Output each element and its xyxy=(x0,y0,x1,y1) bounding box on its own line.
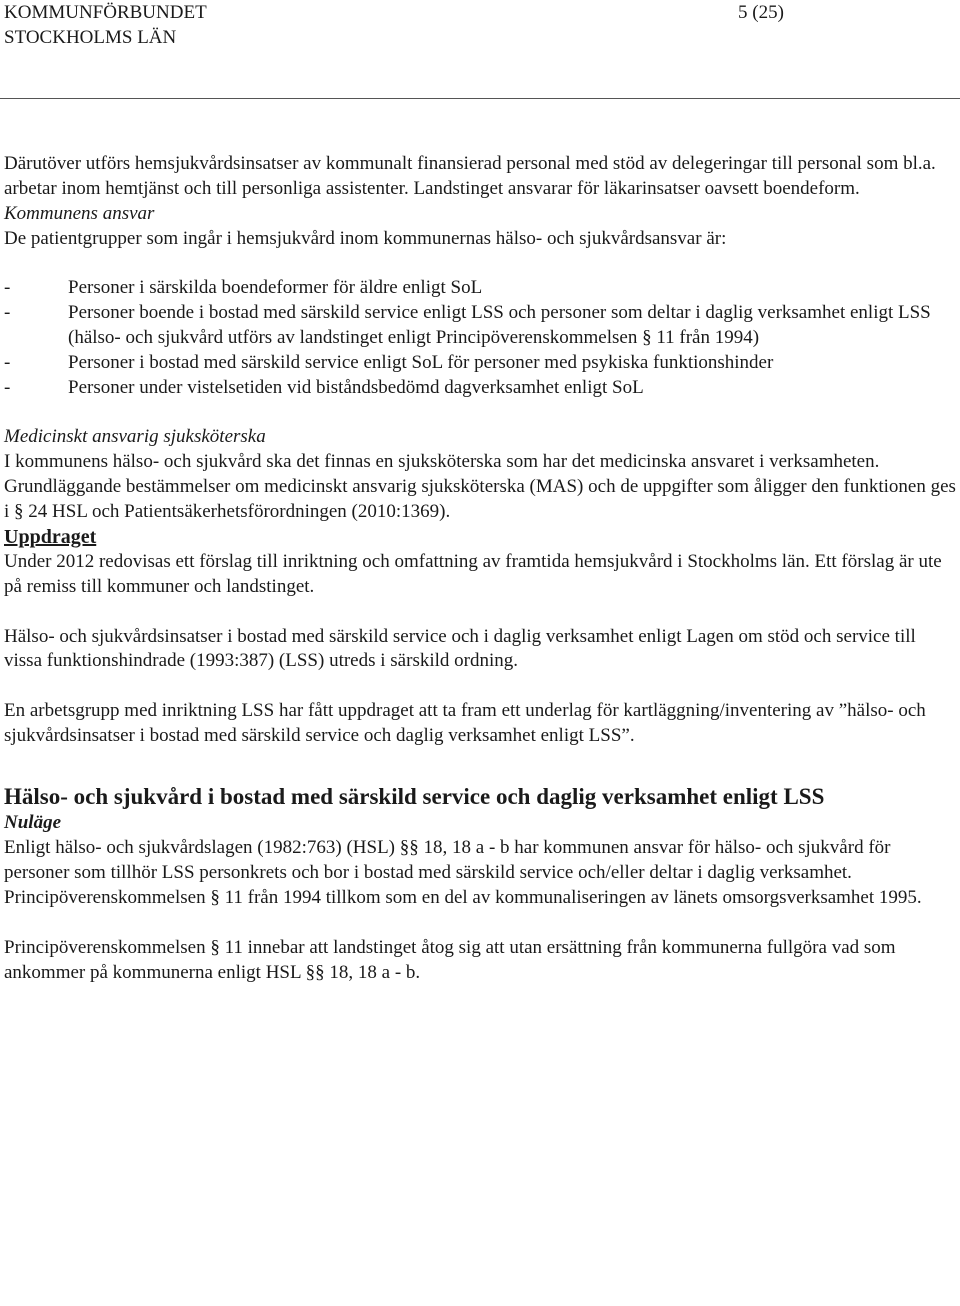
nulage-heading: Nuläge xyxy=(4,812,61,834)
list-item xyxy=(4,351,956,376)
list-item xyxy=(4,376,956,401)
list-item-text: Personer i bostad med särskild service enligt SoL för personer med psykiska funktionshinder xyxy=(68,351,774,373)
organization-name-line1: KOMMUNFÖRBUNDET xyxy=(4,2,207,23)
paragraph-gap xyxy=(4,674,956,699)
page-number: 5 (25) xyxy=(738,2,784,23)
section-heading: Hälso- och sjukvård i bostad med särskild service och daglig verksamhet enligt LSS xyxy=(4,784,825,810)
nulage-paragraph-2: Principöverenskommelsen § 11 innebar att landstinget åtog sig att utan ersättning från kommunerna fullgöra vad som ankommer på kommunerna enligt HSL §§ 18, 18 a - b. xyxy=(4,936,896,983)
nulage-paragraph-1: Enligt hälso- och sjukvårdslagen (1982:763) (HSL) §§ 18, 18 a - b har kommunen ansvar för hälso- och sjukvård för personer som tillhör LSS personkrets och bor i bostad med särskild service och/eller deltar i daglig verksamhet. Principöverenskommelsen § 11 från 1994 tillkom som en del av kommunaliseringen av länets omsorgsverksamhet 1995. xyxy=(4,837,922,908)
header-divider xyxy=(0,98,960,99)
list-item xyxy=(4,301,956,351)
list-item-text: Personer under vistelsetiden vid biståndsbedömd dagverksamhet enligt SoL xyxy=(68,376,644,398)
list-item xyxy=(4,276,956,301)
list-item-text: Personer boende i bostad med särskild service enligt LSS och personer som deltar i daglig verksamhet enligt LSS (hälso- och sjukvård utförs av landstinget enligt Principöverenskommelsen § 11 från 1994) xyxy=(68,302,931,349)
paragraph-gap xyxy=(4,600,956,625)
organization-name xyxy=(4,0,207,50)
bullet-dash: - xyxy=(4,376,11,398)
list-item-text: Personer i särskilda boendeformer för äldre enligt SoL xyxy=(68,277,483,299)
section-gap xyxy=(4,749,956,782)
uppdraget-paragraph-1: Under 2012 redovisas ett förslag till inriktning och omfattning av framtida hemsjukvård i Stockholms län. Ett förslag är ute på remiss till kommuner och landstinget. xyxy=(4,550,942,597)
organization-name-line2: STOCKHOLMS LÄN xyxy=(4,27,177,48)
mas-heading: Medicinskt ansvarig sjuksköterska xyxy=(4,426,266,448)
uppdraget-paragraph-2: Hälso- och sjukvårdsinsatser i bostad med särskild service och i daglig verksamhet enligt Lagen om stöd och service till vissa funktionshindrade (1993:387) (LSS) utreds i särskild ordning. xyxy=(4,625,916,672)
patient-groups-list xyxy=(4,276,956,401)
bullet-dash: - xyxy=(4,302,11,324)
document-body xyxy=(4,152,956,985)
uppdraget-heading: Uppdraget xyxy=(4,525,97,548)
bullet-dash: - xyxy=(4,277,11,299)
uppdraget-paragraph-3: En arbetsgrupp med inriktning LSS har fått uppdraget att ta fram ett underlag för kartläggning/inventering av ”hälso- och sjukvårdsinsatser i bostad med särskild service och daglig verksamhet enligt LSS”. xyxy=(4,700,926,747)
bullet-dash: - xyxy=(4,351,11,373)
mas-paragraph: I kommunens hälso- och sjukvård ska det finnas en sjuksköterska som har det medicinska ansvaret i verksamheten. Grundläggande bestämmelser om medicinskt ansvarig sjuksköterska (MAS) och de uppgifter som åligger den funktionen ges i § 24 HSL och Patientsäkerhetsförordningen (2010:1369). xyxy=(4,451,956,523)
intro-paragraph: Därutöver utförs hemsjukvårdsinsatser av kommunalt finansierad personal med stöd av delegeringar till personal som bl.a. arbetar inom hemtjänst och till personliga assistenter. Landstinget ansvarar för läkarinsatser oavsett boendeform. xyxy=(4,153,936,199)
kommunens-ansvar-lead: De patientgrupper som ingår i hemsjukvård inom kommunernas hälso- och sjukvårdsansvar är: xyxy=(4,227,727,249)
paragraph-gap xyxy=(4,911,956,936)
kommunens-ansvar-heading: Kommunens ansvar xyxy=(4,202,155,224)
